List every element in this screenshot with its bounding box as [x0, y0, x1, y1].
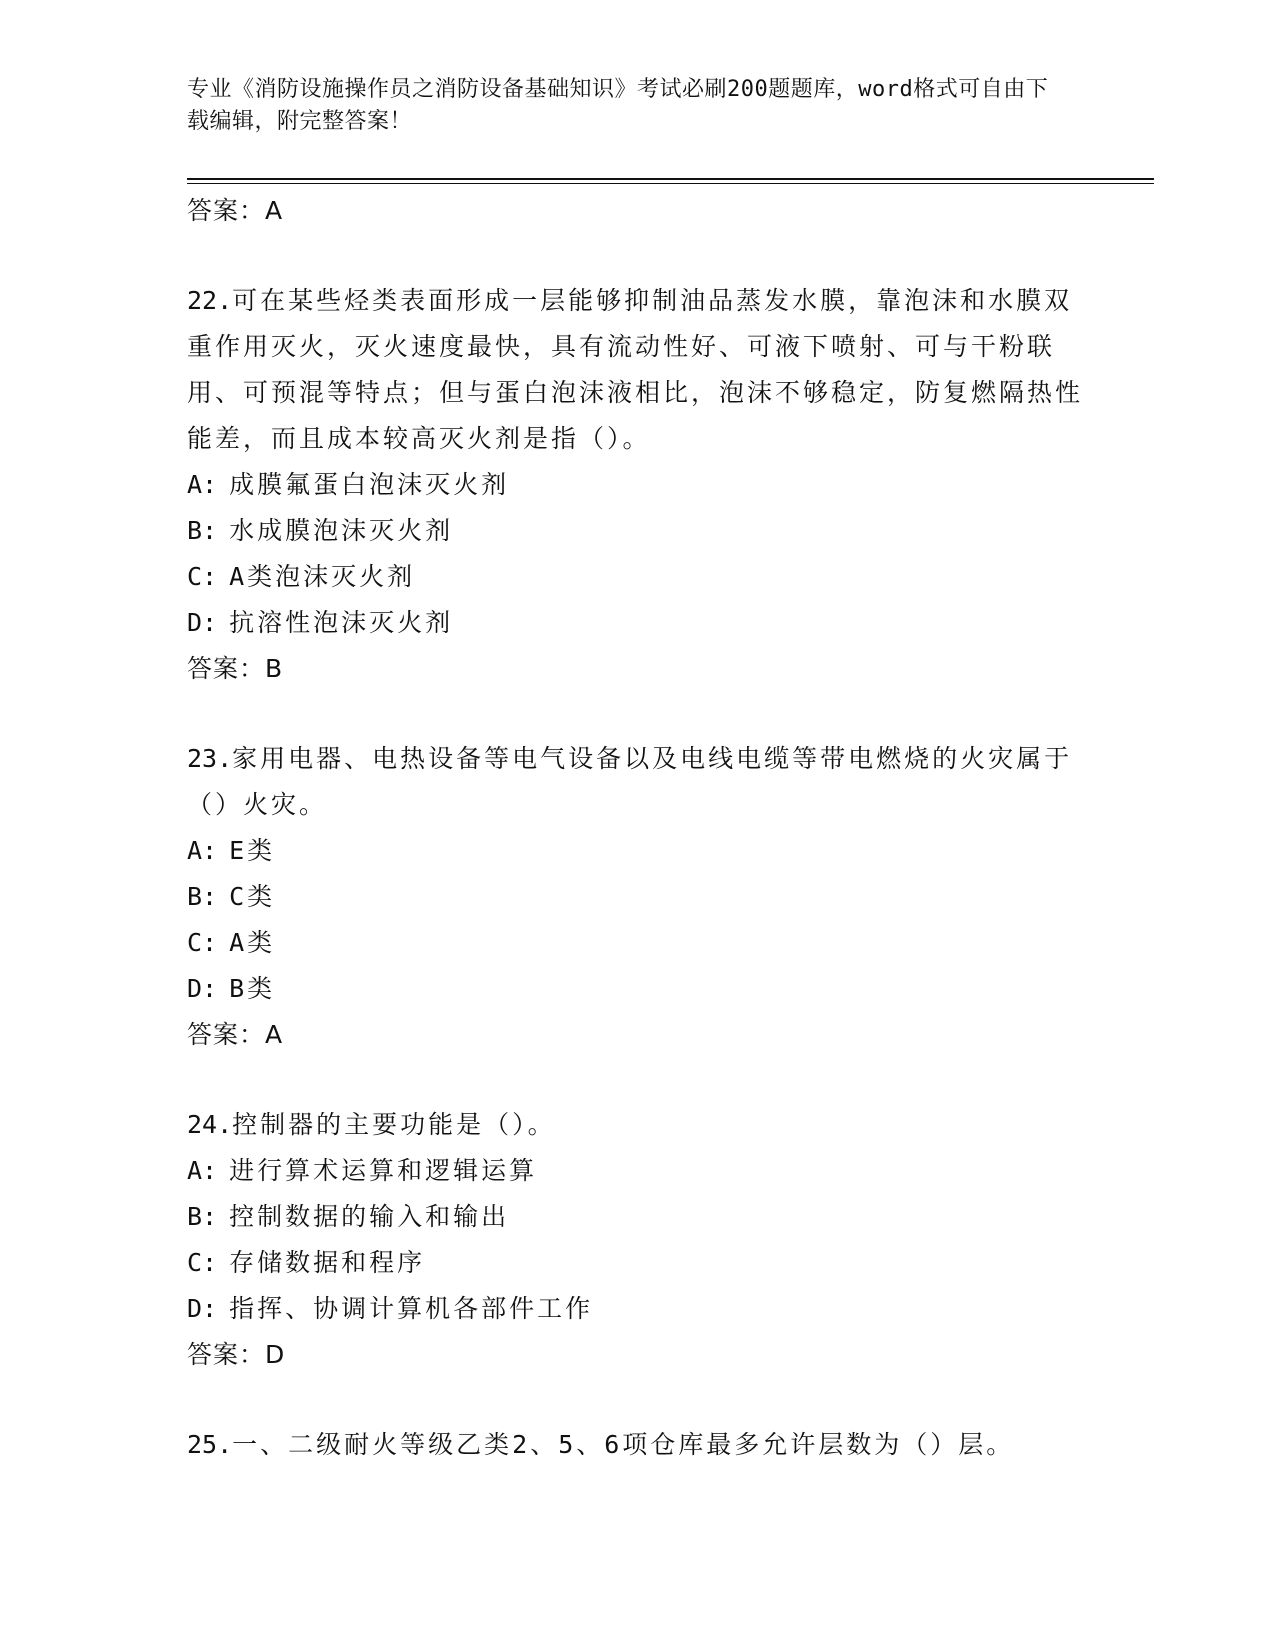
option-text: A类泡沫灭火剂 [229, 562, 416, 591]
option-b [187, 874, 1087, 920]
option-key: D: [187, 974, 218, 1003]
option-text: C类 [229, 882, 276, 911]
option-key: B: [187, 516, 218, 545]
answer-value: D [265, 1340, 286, 1369]
question-stem [187, 1422, 1087, 1468]
option-key: B: [187, 882, 218, 911]
option-text: 控制数据的输入和输出 [229, 1202, 510, 1231]
option-text: 进行算术运算和逻辑运算 [229, 1156, 538, 1185]
answer-label: 答案： [187, 654, 266, 683]
option-c [187, 920, 1087, 966]
option-key: D: [187, 1294, 218, 1323]
option-key: C: [187, 1248, 218, 1277]
question-stem [187, 278, 1087, 462]
answer-line [187, 1332, 1087, 1378]
answer-line [187, 1012, 1087, 1058]
answer-value: A [265, 1020, 284, 1049]
option-c [187, 554, 1087, 600]
option-text: 成膜氟蛋白泡沫灭火剂 [229, 470, 510, 499]
header-rule-thin [187, 183, 1154, 184]
option-text: 水成膜泡沫灭火剂 [229, 516, 454, 545]
spacer [187, 1378, 1087, 1422]
option-b [187, 508, 1087, 554]
question-stem [187, 736, 1087, 828]
option-d [187, 966, 1087, 1012]
question-number: 24. [187, 1110, 233, 1139]
question-text: 控制器的主要功能是（）。 [232, 1110, 556, 1139]
option-b [187, 1194, 1087, 1240]
option-a [187, 828, 1087, 874]
spacer [187, 1058, 1087, 1102]
document-header: 专业《消防设施操作员之消防设备基础知识》考试必刷200题题库，word格式可自由下载编辑，附完整答案！ [187, 77, 1049, 134]
option-key: A: [187, 836, 218, 865]
question-number: 23. [187, 744, 233, 773]
option-key: B: [187, 1202, 218, 1231]
question-text: 可在某些烃类表面形成一层能够抑制油品蒸发水膜，靠泡沫和水膜双重作用灭火，灭火速度最快，具有流动性好、可液下喷射、可与干粉联用、可预混等特点；但与蛋白泡沫液相比，泡沫不够稳定，防复燃隔热性能差，而且成本较高灭火剂是指（）。 [187, 286, 1084, 453]
option-key: C: [187, 562, 218, 591]
option-key: D: [187, 608, 218, 637]
option-d [187, 1286, 1087, 1332]
option-key: C: [187, 928, 218, 957]
option-d [187, 600, 1087, 646]
answer-label: 答案： [187, 196, 266, 225]
option-key: A: [187, 1156, 218, 1185]
document-body [187, 188, 1087, 1468]
answer-label: 答案： [187, 1020, 266, 1049]
answer-line [187, 188, 1087, 234]
option-text: 指挥、协调计算机各部件工作 [229, 1294, 594, 1323]
answer-line [187, 646, 1087, 692]
option-a [187, 1148, 1087, 1194]
option-key: A: [187, 470, 218, 499]
option-text: 存储数据和程序 [229, 1248, 426, 1277]
answer-label: 答案： [187, 1340, 266, 1369]
header-rule-thick [187, 178, 1154, 180]
answer-value: A [265, 196, 284, 225]
option-text: 抗溶性泡沫灭火剂 [229, 608, 454, 637]
option-c [187, 1240, 1087, 1286]
option-text: E类 [229, 836, 276, 865]
spacer [187, 234, 1087, 278]
answer-value: B [265, 654, 284, 683]
question-number: 25. [187, 1430, 233, 1459]
option-text: A类 [229, 928, 276, 957]
question-text: 家用电器、电热设备等电气设备以及电线电缆等带电燃烧的火灾属于（）火灾。 [187, 744, 1073, 819]
spacer [187, 692, 1087, 736]
question-stem [187, 1102, 1087, 1148]
option-text: B类 [229, 974, 276, 1003]
question-number: 22. [187, 286, 233, 315]
option-a [187, 462, 1087, 508]
question-text: 一、二级耐火等级乙类2、5、6项仓库最多允许层数为（）层。 [232, 1430, 1015, 1459]
